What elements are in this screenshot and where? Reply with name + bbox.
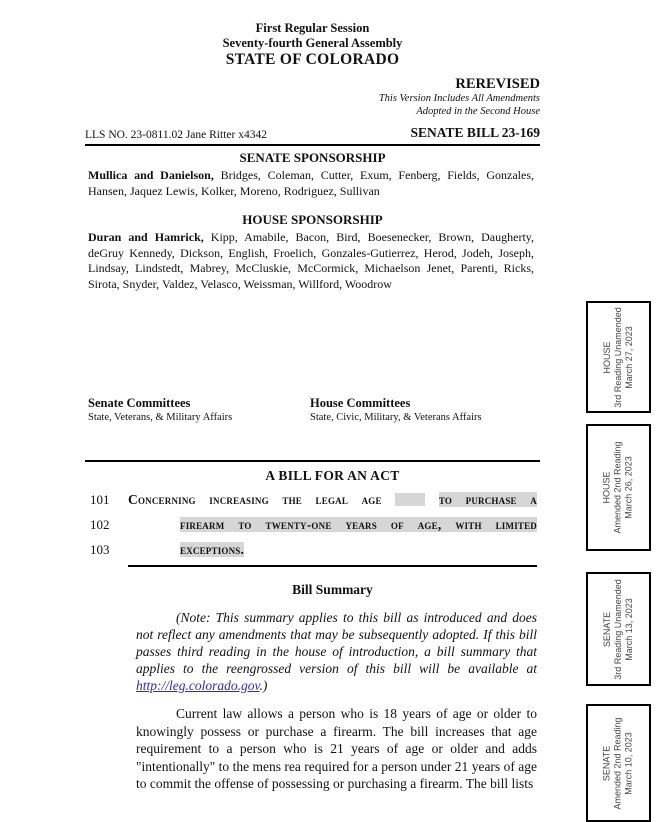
stamp-house-2nd-reading	[586, 424, 651, 551]
header-divider	[85, 144, 540, 146]
stamp-action: Amended 2nd Reading	[613, 441, 624, 534]
stamp-action: Amended 2nd Reading	[613, 716, 624, 810]
stamp-date: March 27, 2023	[624, 325, 635, 389]
bill-title-line-103	[90, 537, 537, 562]
stamp-senate-3rd-reading	[586, 572, 651, 686]
stamp-chamber: SENATE	[602, 745, 613, 781]
bill-title-line-101	[90, 487, 537, 512]
revision-note-line-1: This Version Includes All Amendments	[378, 93, 540, 104]
bill-number: SENATE BILL 23-169	[410, 125, 540, 140]
stamp-house-3rd-reading	[586, 301, 651, 413]
line-number-102: 102	[90, 517, 110, 532]
main-document-column	[85, 0, 540, 793]
house-sponsorship-list	[85, 230, 540, 292]
stamp-action: 3rd Reading Unamended	[613, 578, 624, 680]
leg-colorado-gov-link[interactable]: http://leg.colorado.gov	[136, 678, 260, 693]
stamp-house-3rd-reading-text	[602, 307, 635, 408]
senate-cosponsors: Bridges, Coleman, Cutter, Exum, Fenberg, Fields, Gonzales, Hansen, Jaquez Lewis, Kolker, Moreno, Rodriguez, Sullivan	[88, 168, 534, 198]
senate-sponsorship-heading: SENATE SPONSORSHIP	[239, 150, 386, 165]
stamp-senate-3rd-reading-text	[602, 579, 635, 680]
revision-status: REREVISED	[455, 76, 540, 92]
senate-primary-sponsors: Mullica and Danielson,	[88, 168, 214, 182]
stamp-action: 3rd Reading Unamended	[613, 306, 624, 408]
revision-block	[85, 76, 540, 118]
amended-text-101: to purchase a	[438, 492, 537, 507]
stamp-senate-2nd-reading	[586, 704, 651, 822]
bill-title-text-102	[128, 512, 537, 537]
stamp-chamber: HOUSE	[602, 340, 613, 374]
senate-committees-heading: Senate Committees	[88, 396, 191, 410]
house-committees-column	[310, 396, 540, 424]
session-line-1: First Regular Session	[255, 21, 370, 35]
stamp-date: March 26, 2023	[624, 456, 635, 519]
bill-title-text-101	[128, 487, 537, 512]
senate-committees-column	[85, 396, 310, 424]
act-section	[90, 468, 537, 793]
committees-section	[85, 396, 540, 424]
note-text-before-link: (Note: This summary applies to this bill as introduced and does not reflect any amendments that may be subsequently adopted. If this bill passes third reading in the house of introduction, a bill summary that applies to the reengrossed version of this bill will be available at	[136, 610, 537, 676]
house-committees-value: State, Civic, Military, & Veterans Affairs	[310, 412, 482, 423]
lls-number: LLS NO. 23-0811.02 Jane Ritter x4342	[85, 129, 267, 141]
bill-summary-heading: Bill Summary	[292, 582, 373, 597]
house-primary-sponsors: Duran and Hamrick,	[88, 230, 204, 244]
act-heading: A BILL FOR AN ACT	[265, 468, 400, 483]
stamp-chamber: SENATE	[602, 611, 613, 647]
state-title: STATE OF COLORADO	[225, 51, 400, 68]
stricken-text-placeholder	[395, 493, 425, 506]
bill-summary-paragraph: Current law allows a person who is 18 years of age or older to knowingly possess or purchase a firearm. The bill increases that age requirement to a person who is 21 years of age or older and adds "intentionally" to the mens rea required for a person under 21 years of age to commit the offense of possessing or purchasing a firearm. The bill lists	[136, 706, 537, 791]
act-bottom-divider	[128, 565, 537, 567]
line-number-103: 103	[90, 542, 110, 557]
amended-text-103: exceptions.	[180, 542, 245, 557]
session-line-2: Seventy-fourth General Assembly	[222, 36, 403, 50]
note-text-after-link: .)	[259, 678, 268, 693]
stamp-senate-2nd-reading-text	[602, 717, 635, 809]
amended-text-102: firearm to twenty-one years of age, with limited	[180, 517, 537, 532]
lls-row	[85, 125, 540, 141]
bill-title-text-103	[128, 537, 537, 562]
stamp-chamber: HOUSE	[602, 471, 613, 504]
stamp-date: March 13, 2023	[624, 597, 635, 661]
stamp-house-2nd-reading-text	[602, 441, 635, 533]
title-plain-text: Concerning increasing the legal age	[128, 492, 382, 507]
senate-committees-value: State, Veterans, & Military Affairs	[88, 412, 233, 423]
house-cosponsors: Kipp, Amabile, Bacon, Bird, Boesenecker, Brown, Daugherty, deGruy Kennedy, Dickson, English, Froelich, Gonzales-Gutierrez, Herod, Jodeh, Joseph, Lindsay, Lindstedt, Mabrey, McCluskie, McCormick, Michaelson Jenet, Parenti, Ricks, Sirota, Snyder, Valdez, Velasco, Weissman, Willford, Woodrow	[88, 230, 534, 291]
bill-title-line-102	[90, 512, 537, 537]
stamp-date: March 10, 2023	[624, 731, 635, 795]
house-sponsorship-heading: HOUSE SPONSORSHIP	[242, 212, 383, 227]
document-header	[85, 0, 540, 69]
bill-summary-note	[128, 609, 537, 694]
senate-sponsorship-list	[85, 168, 540, 199]
line-number-101: 101	[90, 492, 110, 507]
act-top-divider	[85, 460, 540, 462]
house-committees-heading: House Committees	[310, 396, 411, 410]
revision-note-line-2: Adopted in the Second House	[416, 106, 540, 117]
